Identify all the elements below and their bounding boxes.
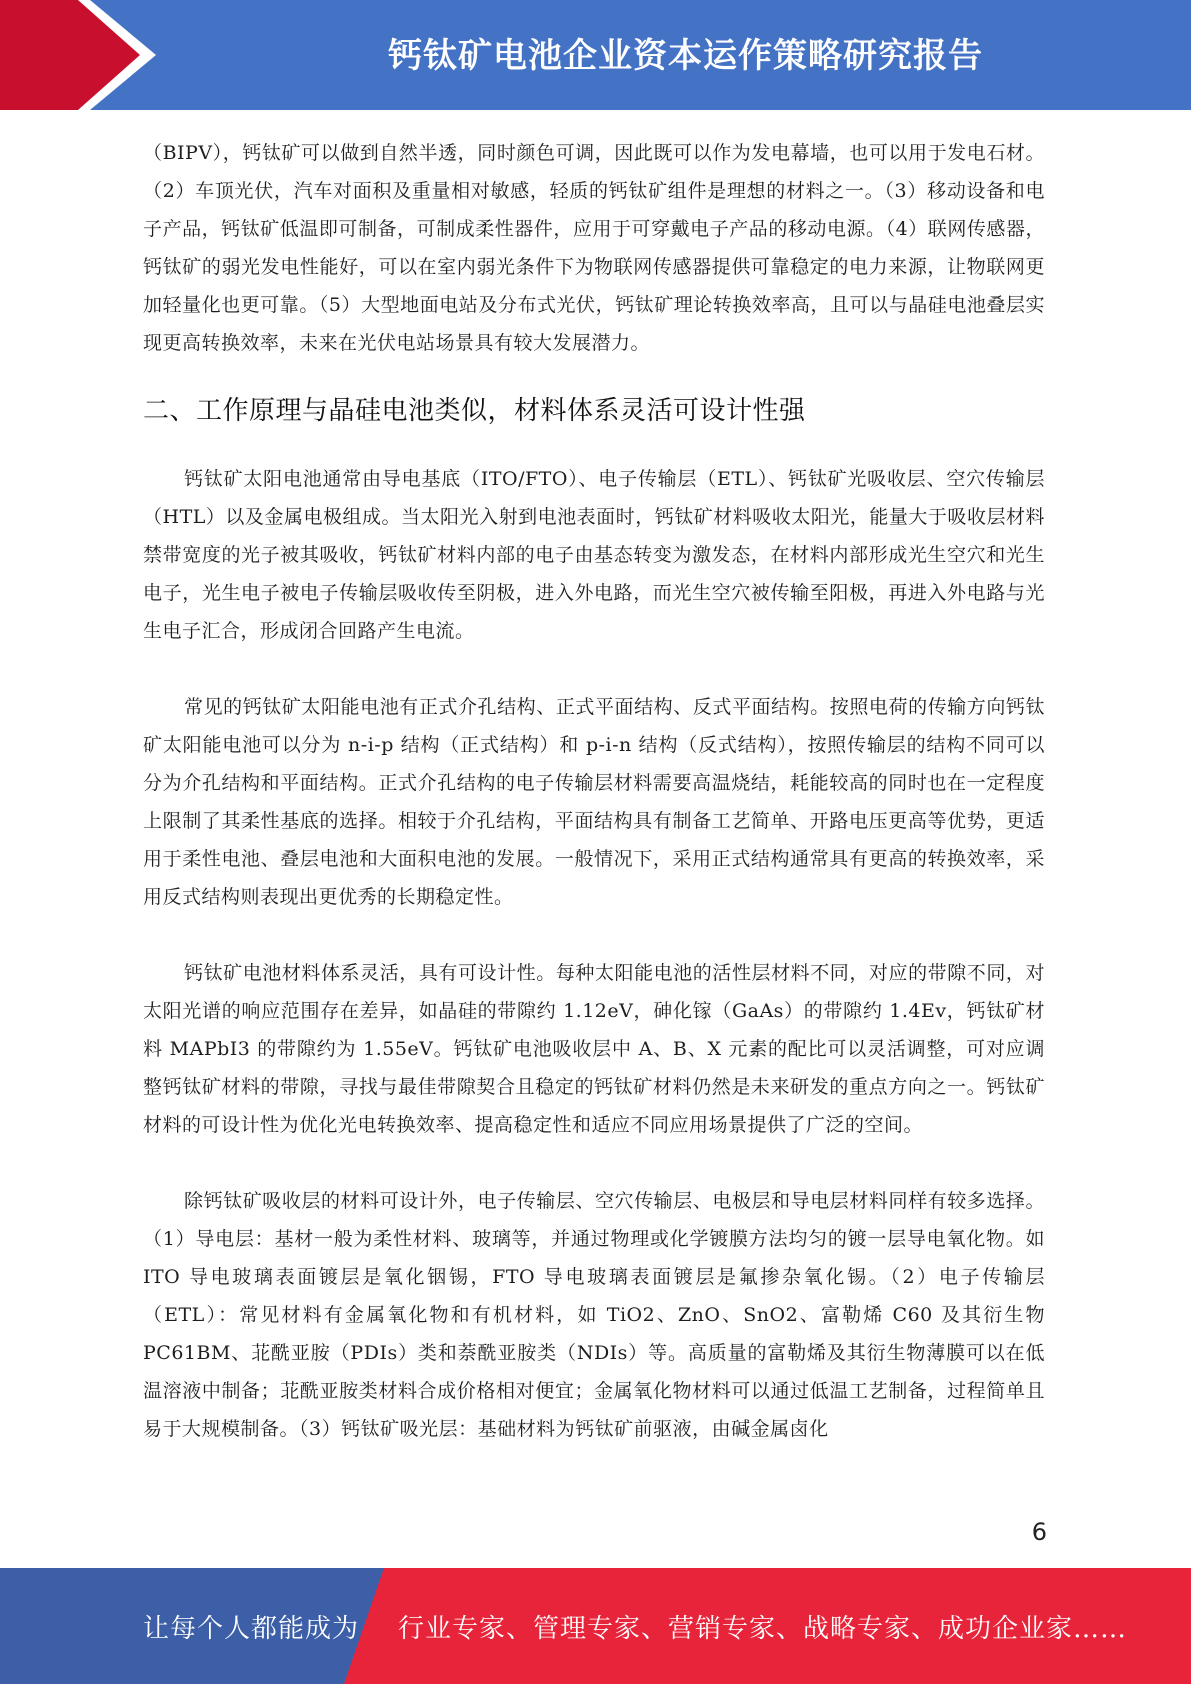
section-heading: 二、工作原理与晶硅电池类似，材料体系灵活可设计性强 <box>143 396 806 426</box>
report-title: 钙钛矿电池企业资本运作策略研究报告 <box>388 35 983 76</box>
footer-slogan-right: 行业专家、管理专家、营销专家、战略专家、成功企业家…… <box>398 1613 1128 1644</box>
header-arrow-decoration <box>0 0 160 110</box>
intro-paragraph: （BIPV），钙钛矿可以做到自然半透，同时颜色可调，因此既可以作为发电幕墙，也可以用于发电石材。（2）车顶光伏，汽车对面积及重量相对敏感，轻质的钙钛矿组件是理想的材料之一。（3）移动设备和电子产品，钙钛矿低温即可制备，可制成柔性器件，应用于可穿戴电子产品的移动电源。（4）联网传感器，钙钛矿的弱光发电性能好，可以在室内弱光条件下为物联网传感器提供可靠稳定的电力来源，让物联网更加轻量化也更可靠。（5）大型地面电站及分布式光伏，钙钛矿理论转换效率高，且可以与晶硅电池叠层实现更高转换效率，未来在光伏电站场景具有较大发展潜力。 <box>143 142 1045 354</box>
page-content <box>143 134 1045 1448</box>
body-paragraph: 钙钛矿电池材料体系灵活，具有可设计性。每种太阳能电池的活性层材料不同，对应的带隙不同，对太阳光谱的响应范围存在差异，如晶硅的带隙约 1.12eV，砷化镓（GaAs）的带隙约 1.4Ev，钙钛矿材料 MAPbI3 的带隙约为 1.55eV。钙钛矿电池吸收层中 A、B、X 元素的配比可以灵活调整，可对应调整钙钛矿材料的带隙，寻找与最佳带隙契合且稳定的钙钛矿材料仍然是未来研发的重点方向之一。钙钛矿材料的可设计性为优化光电转换效率、提高稳定性和适应不同应用场景提供了广泛的空间。 <box>143 962 1045 1136</box>
page-number: 6 <box>1031 1518 1047 1546</box>
body-paragraph: 钙钛矿太阳电池通常由导电基底（ITO/FTO）、电子传输层（ETL）、钙钛矿光吸收层、空穴传输层（HTL）以及金属电极组成。当太阳光入射到电池表面时，钙钛矿材料吸收太阳光，能量大于吸收层材料禁带宽度的光子被其吸收，钙钛矿材料内部的电子由基态转变为激发态，在材料内部形成光生空穴和光生电子，光生电子被电子传输层吸收传至阴极，进入外电路，而光生空穴被传输至阳极，再进入外电路与光生电子汇合，形成闭合回路产生电流。 <box>143 468 1045 642</box>
body-paragraph: 除钙钛矿吸收层的材料可设计外，电子传输层、空穴传输层、电极层和导电层材料同样有较多选择。（1）导电层：基材一般为柔性材料、玻璃等，并通过物理或化学镀膜方法均匀的镀一层导电氧化物。如 ITO 导电玻璃表面镀层是氧化铟锡，FTO 导电玻璃表面镀层是氟掺杂氧化锡。（2）电子传输层（ETL）：常见材料有金属氧化物和有机材料，如 TiO2、ZnO、SnO2、富勒烯 C60 及其衍生物 PC61BM、苝酰亚胺（PDIs）类和萘酰亚胺类（NDIs）等。高质量的富勒烯及其衍生物薄膜可以在低温溶液中制备；苝酰亚胺类材料合成价格相对便宜；金属氧化物材料可以通过低温工艺制备，过程简单且易于大规模制备。（3）钙钛矿吸光层：基础材料为钙钛矿前驱液，由碱金属卤化 <box>143 1190 1045 1440</box>
header-banner <box>0 0 1191 110</box>
footer-slogan-left: 让每个人都能成为 <box>143 1613 360 1644</box>
footer-banner <box>0 1568 1191 1684</box>
body-paragraph: 常见的钙钛矿太阳能电池有正式介孔结构、正式平面结构、反式平面结构。按照电荷的传输方向钙钛矿太阳能电池可以分为 n-i-p 结构（正式结构）和 p-i-n 结构（反式结构），按照传输层的结构不同可以分为介孔结构和平面结构。正式介孔结构的电子传输层材料需要高温烧结，耗能较高的同时也在一定程度上限制了其柔性基底的选择。相较于介孔结构，平面结构具有制备工艺简单、开路电压更高等优势，更适用于柔性电池、叠层电池和大面积电池的发展。一般情况下，采用正式结构通常具有更高的转换效率，采用反式结构则表现出更优秀的长期稳定性。 <box>143 696 1045 908</box>
